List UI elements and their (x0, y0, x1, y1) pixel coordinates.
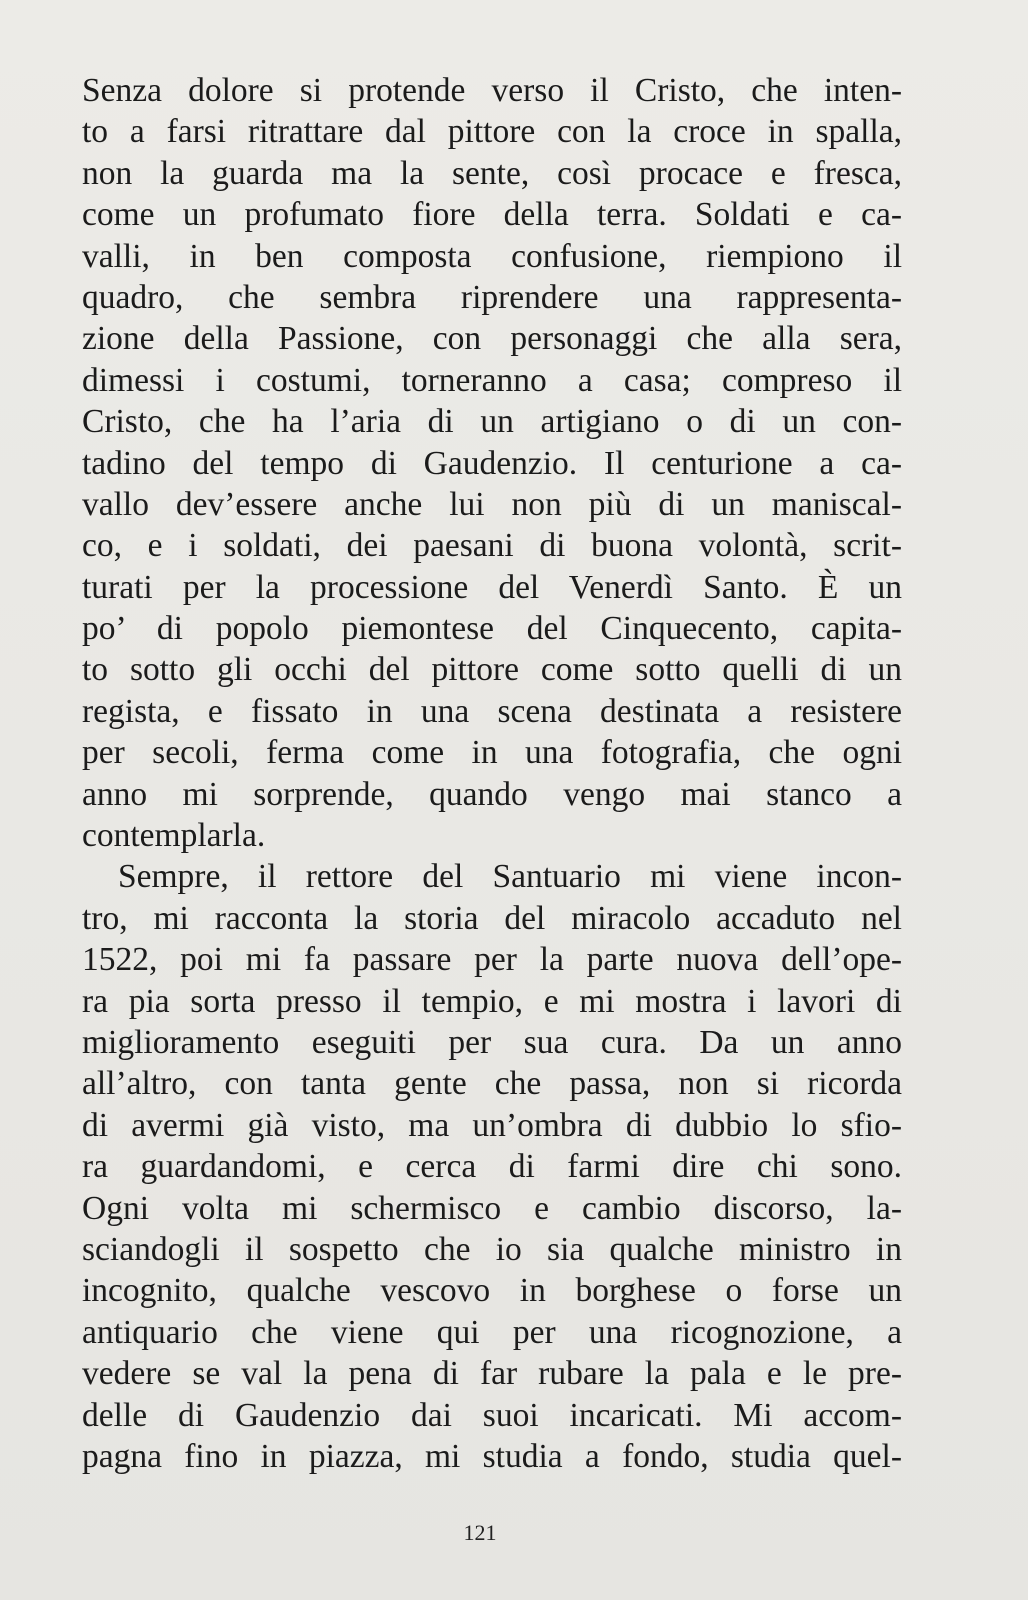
text-line: regista, e fissato in una scena destinata a resistere (82, 692, 902, 730)
text-line: Sempre, il rettore del Santuario mi viene incon- (118, 858, 902, 896)
text-line: tadino del tempo di Gaudenzio. Il centurione a ca- (82, 444, 902, 482)
text-line: vallo dev’essere anche lui non più di un maniscal- (82, 485, 902, 523)
text-line: incognito, qualche vescovo in borghese o forse un (82, 1272, 902, 1310)
text-line: ra guardandomi, e cerca di farmi dire chi sono. (82, 1148, 902, 1186)
text-line: Senza dolore si protende verso il Cristo, che inten- (82, 72, 902, 109)
text-line: delle di Gaudenzio dai suoi incaricati. Mi accom- (82, 1396, 902, 1434)
text-line: po’ di popolo piemontese del Cinquecento, capita- (82, 610, 902, 648)
text-line: turati per la processione del Venerdì Santo. È un (82, 568, 902, 606)
text-line: ra pia sorta presso il tempio, e mi mostra i lavori di (82, 982, 902, 1020)
text-line: valli, in ben composta confusione, riempiono il (82, 237, 902, 275)
text-line: zione della Passione, con personaggi che alla sera, (82, 320, 902, 358)
text-line: co, e i soldati, dei paesani di buona volontà, scrit- (82, 527, 902, 565)
text-line: Cristo, che ha l’aria di un artigiano o di un con- (82, 403, 902, 441)
text-line: contemplarla. (82, 817, 266, 855)
page-number: 121 (463, 1520, 497, 1545)
text-line: Ogni volta mi schermisco e cambio discorso, la- (82, 1189, 902, 1227)
text-line: all’altro, con tanta gente che passa, non si ricorda (82, 1065, 902, 1103)
text-line: dimessi i costumi, torneranno a casa; compreso il (82, 361, 902, 399)
text-line: come un profumato fiore della terra. Soldati e ca- (82, 196, 902, 234)
text-line: 1522, poi mi fa passare per la parte nuova dell’ope- (82, 941, 902, 979)
paragraph-2 (82, 856, 902, 1477)
text-line: di avermi già visto, ma un’ombra di dubbio lo sfio- (82, 1106, 902, 1144)
text-line: per secoli, ferma come in una fotografia, che ogni (82, 734, 902, 772)
text-line: to sotto gli occhi del pittore come sotto quelli di un (82, 651, 902, 689)
text-line: non la guarda ma la sente, così procace e fresca, (82, 154, 902, 192)
text-line: vedere se val la pena di far rubare la pala e le pre- (82, 1355, 902, 1393)
text-line: tro, mi racconta la storia del miracolo accaduto nel (82, 899, 902, 937)
body-text (82, 70, 902, 1477)
text-line: pagna fino in piazza, mi studia a fondo, studia quel- (82, 1437, 902, 1475)
text-line: quadro, che sembra riprendere una rappresenta- (82, 278, 902, 316)
text-line: miglioramento eseguiti per sua cura. Da un anno (82, 1023, 902, 1061)
text-line: antiquario che viene qui per una ricognozione, a (82, 1313, 902, 1351)
paragraph-1 (82, 70, 902, 856)
text-line: sciandogli il sospetto che io sia qualche ministro in (82, 1230, 902, 1268)
text-line: anno mi sorprende, quando vengo mai stanco a (82, 775, 902, 813)
text-line: to a farsi ritrattare dal pittore con la croce in spalla, (82, 113, 902, 151)
